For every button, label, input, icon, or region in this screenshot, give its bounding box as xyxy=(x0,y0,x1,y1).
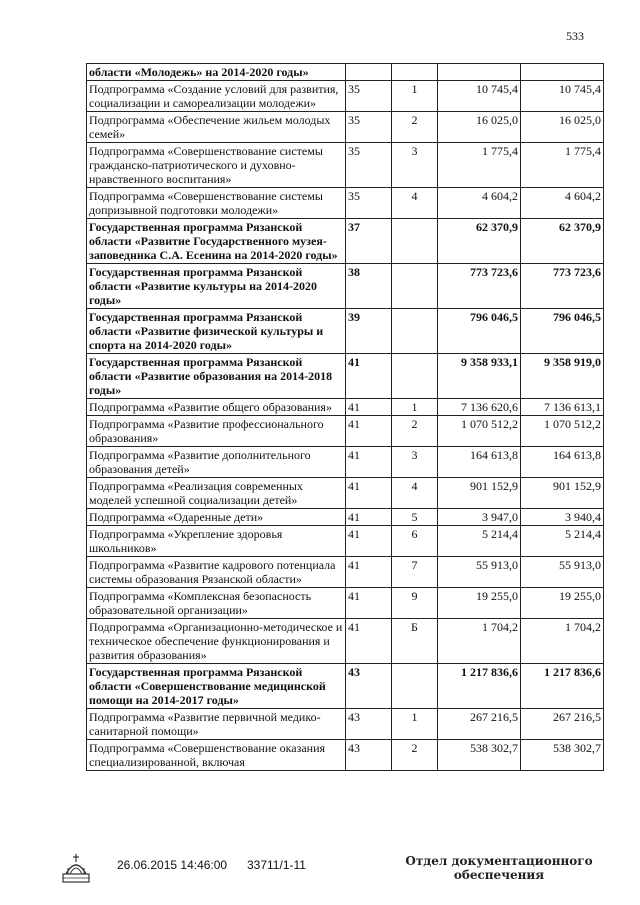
row-amount-2-cell: 1 217 836,6 xyxy=(521,664,604,709)
row-name-cell: Подпрограмма «Одаренные дети» xyxy=(87,509,346,526)
row-amount-2-cell: 1 070 512,2 xyxy=(521,416,604,447)
row-amount-1-cell: 773 723,6 xyxy=(438,264,521,309)
table-row xyxy=(87,143,604,188)
table-row xyxy=(87,447,604,478)
table-row xyxy=(87,264,604,309)
row-name-cell: Подпрограмма «Совершенствование оказания специализированной, включая xyxy=(87,740,346,771)
row-name-cell: Подпрограмма «Развитие кадрового потенциала системы образования Рязанской области» xyxy=(87,557,346,588)
table-row xyxy=(87,354,604,399)
table-row xyxy=(87,64,604,81)
row-name-cell: Подпрограмма «Реализация современных моделей успешной социализации детей» xyxy=(87,478,346,509)
row-code-cell: 41 xyxy=(346,588,392,619)
row-amount-1-cell: 1 775,4 xyxy=(438,143,521,188)
row-subprogram-cell: 4 xyxy=(392,188,438,219)
row-code-cell: 43 xyxy=(346,709,392,740)
row-code-cell: 41 xyxy=(346,526,392,557)
table-row xyxy=(87,112,604,143)
row-amount-2-cell: 62 370,9 xyxy=(521,219,604,264)
table-row xyxy=(87,309,604,354)
row-subprogram-cell xyxy=(392,264,438,309)
table-row xyxy=(87,619,604,664)
row-amount-2-cell: 19 255,0 xyxy=(521,588,604,619)
row-code-cell: 41 xyxy=(346,354,392,399)
row-subprogram-cell xyxy=(392,309,438,354)
row-amount-1-cell: 3 947,0 xyxy=(438,509,521,526)
row-amount-1-cell: 164 613,8 xyxy=(438,447,521,478)
row-amount-2-cell: 9 358 919,0 xyxy=(521,354,604,399)
row-amount-1-cell: 9 358 933,1 xyxy=(438,354,521,399)
row-subprogram-cell xyxy=(392,219,438,264)
row-amount-2-cell: 796 046,5 xyxy=(521,309,604,354)
row-subprogram-cell: 9 xyxy=(392,588,438,619)
row-name-cell: Подпрограмма «Развитие профессионального образования» xyxy=(87,416,346,447)
row-amount-1-cell: 16 025,0 xyxy=(438,112,521,143)
row-amount-2-cell: 901 152,9 xyxy=(521,478,604,509)
row-subprogram-cell: 2 xyxy=(392,112,438,143)
row-name-cell: Подпрограмма «Развитие общего образования» xyxy=(87,399,346,416)
row-name-cell: Подпрограмма «Укрепление здоровья школьников» xyxy=(87,526,346,557)
row-amount-2-cell: 3 940,4 xyxy=(521,509,604,526)
row-code-cell: 41 xyxy=(346,399,392,416)
row-amount-1-cell: 4 604,2 xyxy=(438,188,521,219)
row-subprogram-cell: 5 xyxy=(392,509,438,526)
row-subprogram-cell: Б xyxy=(392,619,438,664)
row-code-cell: 41 xyxy=(346,557,392,588)
row-subprogram-cell: 7 xyxy=(392,557,438,588)
row-amount-1-cell: 1 070 512,2 xyxy=(438,416,521,447)
row-subprogram-cell: 1 xyxy=(392,709,438,740)
row-code-cell: 35 xyxy=(346,112,392,143)
row-subprogram-cell xyxy=(392,354,438,399)
row-amount-2-cell: 16 025,0 xyxy=(521,112,604,143)
row-name-cell: Государственная программа Рязанской области «Развитие культуры на 2014-2020 годы» xyxy=(87,264,346,309)
row-name-cell: Подпрограмма «Создание условий для развития, социализации и самореализации молодежи» xyxy=(87,81,346,112)
emblem-icon xyxy=(60,850,92,884)
page-footer xyxy=(0,848,640,888)
row-subprogram-cell xyxy=(392,64,438,81)
row-name-cell: области «Молодежь» на 2014-2020 годы» xyxy=(87,64,346,81)
row-amount-1-cell: 901 152,9 xyxy=(438,478,521,509)
budget-table xyxy=(86,63,604,771)
row-subprogram-cell: 2 xyxy=(392,416,438,447)
row-code-cell: 41 xyxy=(346,509,392,526)
row-subprogram-cell: 4 xyxy=(392,478,438,509)
row-amount-2-cell: 773 723,6 xyxy=(521,264,604,309)
table-row xyxy=(87,188,604,219)
table-row xyxy=(87,478,604,509)
footer-doc-number: 33711/1-11 xyxy=(247,858,306,872)
row-name-cell: Государственная программа Рязанской области «Совершенствование медицинской помощи на 2014-2017 годы» xyxy=(87,664,346,709)
row-code-cell: 38 xyxy=(346,264,392,309)
row-subprogram-cell: 6 xyxy=(392,526,438,557)
row-amount-2-cell: 7 136 613,1 xyxy=(521,399,604,416)
table-row xyxy=(87,664,604,709)
row-amount-2-cell: 164 613,8 xyxy=(521,447,604,478)
row-name-cell: Подпрограмма «Обеспечение жильем молодых семей» xyxy=(87,112,346,143)
row-amount-1-cell: 10 745,4 xyxy=(438,81,521,112)
row-name-cell: Государственная программа Рязанской области «Развитие физической культуры и спорта на 2014-2020 годы» xyxy=(87,309,346,354)
row-amount-1-cell: 1 704,2 xyxy=(438,619,521,664)
row-amount-2-cell: 4 604,2 xyxy=(521,188,604,219)
row-amount-2-cell: 55 913,0 xyxy=(521,557,604,588)
row-amount-1-cell: 55 913,0 xyxy=(438,557,521,588)
row-amount-2-cell: 1 775,4 xyxy=(521,143,604,188)
row-code-cell: 41 xyxy=(346,478,392,509)
row-code-cell xyxy=(346,64,392,81)
row-name-cell: Подпрограмма «Развитие дополнительного образования детей» xyxy=(87,447,346,478)
row-amount-2-cell: 538 302,7 xyxy=(521,740,604,771)
row-amount-1-cell: 5 214,4 xyxy=(438,526,521,557)
row-amount-1-cell: 1 217 836,6 xyxy=(438,664,521,709)
row-amount-2-cell: 1 704,2 xyxy=(521,619,604,664)
row-subprogram-cell: 3 xyxy=(392,143,438,188)
row-amount-1-cell xyxy=(438,64,521,81)
row-name-cell: Подпрограмма «Комплексная безопасность образовательной организации» xyxy=(87,588,346,619)
row-amount-1-cell: 796 046,5 xyxy=(438,309,521,354)
row-name-cell: Государственная программа Рязанской области «Развитие образования на 2014-2018 годы» xyxy=(87,354,346,399)
row-code-cell: 35 xyxy=(346,81,392,112)
footer-department: Отдел документационного обеспечения xyxy=(405,854,593,882)
table-row xyxy=(87,709,604,740)
table-row xyxy=(87,740,604,771)
row-amount-1-cell: 267 216,5 xyxy=(438,709,521,740)
row-name-cell: Государственная программа Рязанской области «Развитие Государственного музея-заповедника С.А. Есенина на 2014-2020 годы» xyxy=(87,219,346,264)
row-amount-1-cell: 538 302,7 xyxy=(438,740,521,771)
table-row xyxy=(87,399,604,416)
table-row xyxy=(87,219,604,264)
row-code-cell: 39 xyxy=(346,309,392,354)
row-code-cell: 41 xyxy=(346,416,392,447)
row-subprogram-cell: 2 xyxy=(392,740,438,771)
row-code-cell: 35 xyxy=(346,188,392,219)
row-amount-1-cell: 62 370,9 xyxy=(438,219,521,264)
row-amount-2-cell: 5 214,4 xyxy=(521,526,604,557)
row-name-cell: Подпрограмма «Совершенствование системы гражданско-патриотического и духовно-нравственного воспитания» xyxy=(87,143,346,188)
page-number: 533 xyxy=(566,29,584,43)
table-row xyxy=(87,557,604,588)
row-amount-2-cell: 267 216,5 xyxy=(521,709,604,740)
row-name-cell: Подпрограмма «Организационно-методическое и техническое обеспечение функционирования и развития образования» xyxy=(87,619,346,664)
footer-date: 26.06.2015 14:46:00 xyxy=(117,858,228,872)
row-code-cell: 43 xyxy=(346,740,392,771)
budget-table-body xyxy=(87,64,604,771)
row-code-cell: 43 xyxy=(346,664,392,709)
row-code-cell: 41 xyxy=(346,447,392,478)
row-subprogram-cell: 3 xyxy=(392,447,438,478)
table-row xyxy=(87,509,604,526)
row-amount-2-cell xyxy=(521,64,604,81)
row-name-cell: Подпрограмма «Развитие первичной медико-санитарной помощи» xyxy=(87,709,346,740)
row-subprogram-cell xyxy=(392,664,438,709)
table-row xyxy=(87,526,604,557)
table-row xyxy=(87,81,604,112)
row-amount-2-cell: 10 745,4 xyxy=(521,81,604,112)
row-subprogram-cell: 1 xyxy=(392,81,438,112)
row-code-cell: 35 xyxy=(346,143,392,188)
table-row xyxy=(87,416,604,447)
row-code-cell: 37 xyxy=(346,219,392,264)
row-amount-1-cell: 19 255,0 xyxy=(438,588,521,619)
row-amount-1-cell: 7 136 620,6 xyxy=(438,399,521,416)
table-row xyxy=(87,588,604,619)
row-code-cell: 41 xyxy=(346,619,392,664)
row-subprogram-cell: 1 xyxy=(392,399,438,416)
row-name-cell: Подпрограмма «Совершенствование системы допризывной подготовки молодежи» xyxy=(87,188,346,219)
